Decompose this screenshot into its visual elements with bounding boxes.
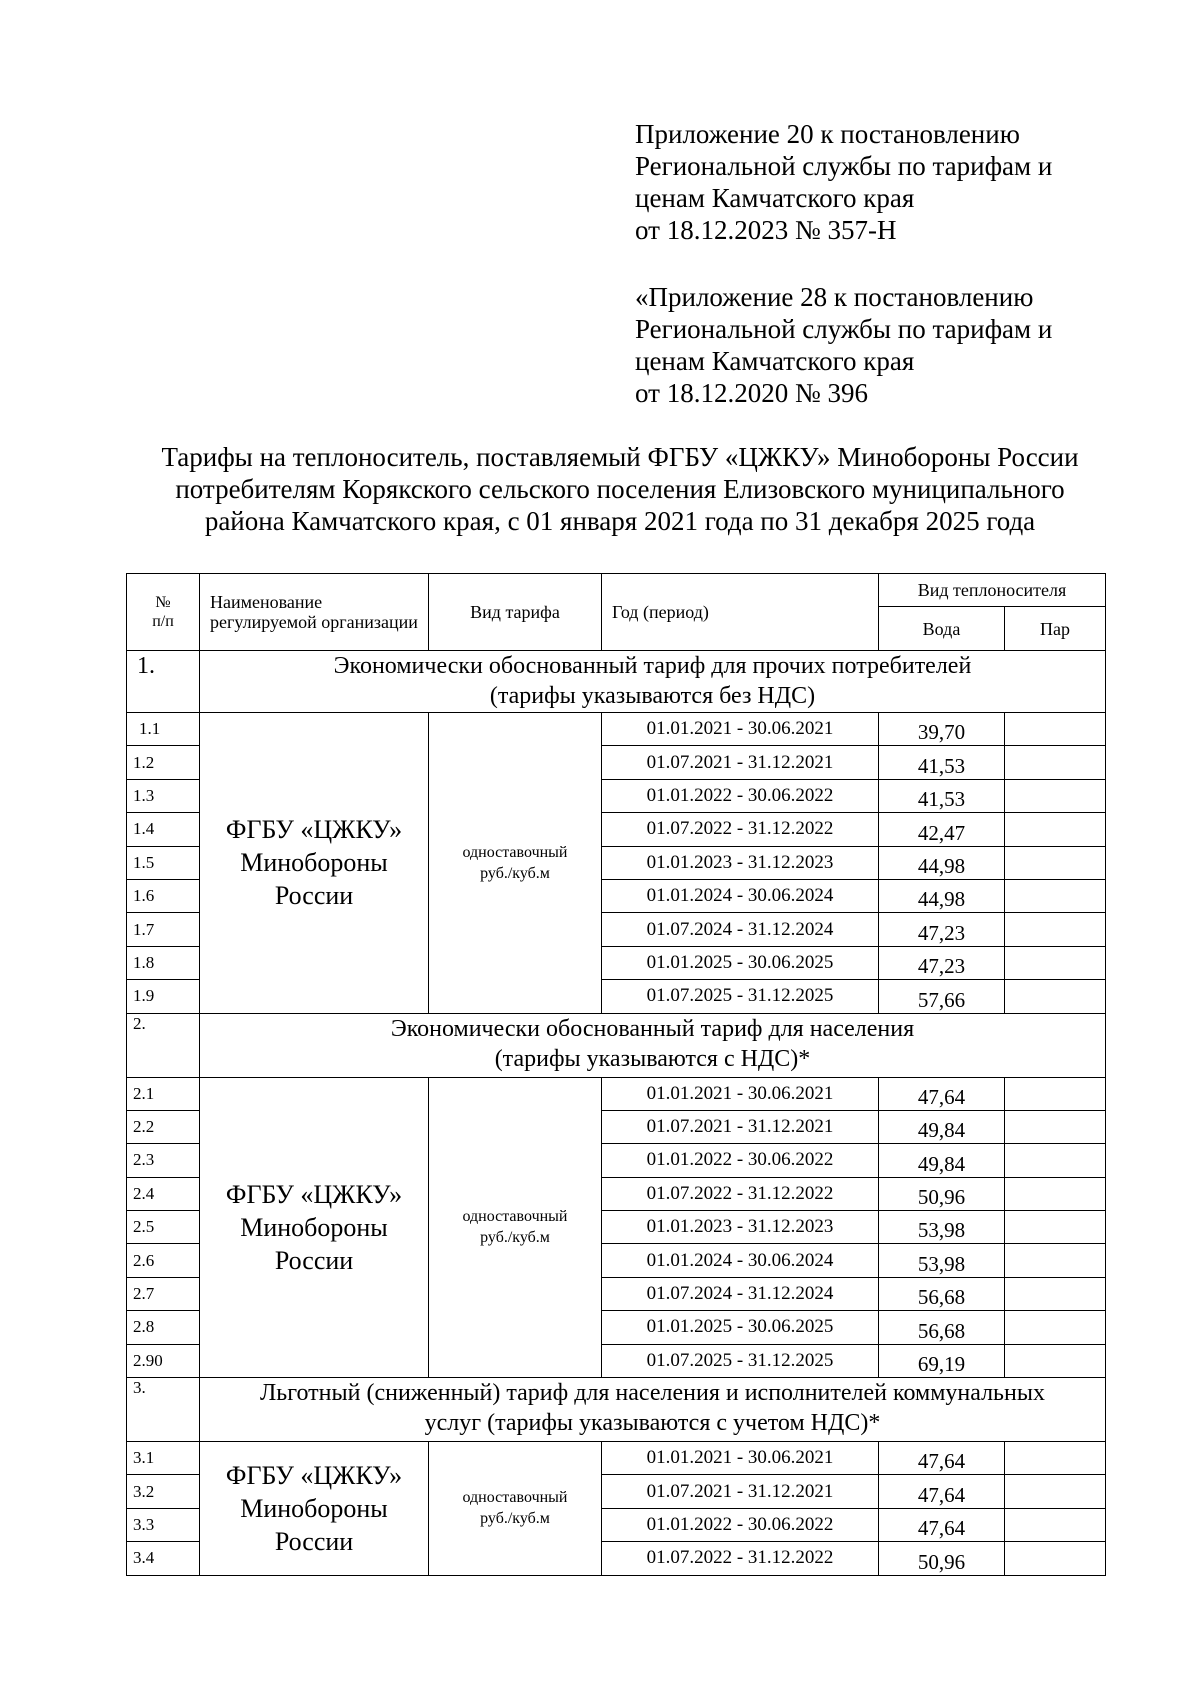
steam-tariff-value	[1005, 713, 1106, 746]
section-number: 3.	[127, 1378, 200, 1442]
appendix-line: Региональной службы по тарифам и	[635, 151, 1053, 181]
row-number: 3.2	[127, 1475, 200, 1508]
water-tariff-value: 47,23	[879, 946, 1005, 979]
section-number: 1.	[127, 651, 200, 713]
organization-name-line: Минобороны	[240, 1493, 388, 1523]
period-cell: 01.07.2022 - 31.12.2022	[602, 1177, 879, 1210]
row-number: 2.7	[127, 1277, 200, 1310]
water-tariff-value: 41,53	[879, 746, 1005, 779]
header-tariff-kind: Вид тарифа	[429, 574, 602, 651]
table-row	[127, 1077, 1106, 1110]
header-row	[127, 574, 1106, 607]
row-number: 1.1	[127, 713, 200, 746]
water-tariff-value: 39,70	[879, 713, 1005, 746]
organization-name	[200, 713, 429, 1014]
organization-name-line: ФГБУ «ЦЖКУ»	[225, 815, 403, 845]
section-title-line: Льготный (сниженный) тариф для населения и исполнителей коммунальных	[260, 1380, 1045, 1407]
row-number: 2.6	[127, 1244, 200, 1277]
section-title	[200, 651, 1106, 713]
water-tariff-value: 49,84	[879, 1110, 1005, 1143]
row-number: 2.1	[127, 1077, 200, 1110]
row-number: 1.3	[127, 779, 200, 812]
section-header-row	[127, 1013, 1106, 1077]
row-number: 3.3	[127, 1508, 200, 1541]
steam-tariff-value	[1005, 1244, 1106, 1277]
tariff-kind-line: руб./куб.м	[480, 1510, 550, 1528]
row-number: 2.5	[127, 1211, 200, 1244]
steam-tariff-value	[1005, 946, 1106, 979]
organization-name-line: России	[274, 881, 354, 911]
steam-tariff-value	[1005, 1077, 1106, 1110]
tariff-kind-line: руб./куб.м	[480, 864, 550, 882]
steam-tariff-value	[1005, 1475, 1106, 1508]
appendix-line: Приложение 20 к постановлению	[635, 119, 1020, 149]
period-cell: 01.07.2021 - 31.12.2021	[602, 1110, 879, 1143]
water-tariff-value: 47,64	[879, 1508, 1005, 1541]
steam-tariff-value	[1005, 1177, 1106, 1210]
water-tariff-value: 47,64	[879, 1077, 1005, 1110]
tariff-kind-line: руб./куб.м	[480, 1229, 550, 1247]
appendix-line: ценам Камчатского края	[635, 183, 915, 213]
row-number: 1.8	[127, 946, 200, 979]
header-steam: Пар	[1005, 607, 1106, 651]
tariff-kind-line: одноставочный	[462, 1208, 568, 1226]
water-tariff-value: 50,96	[879, 1177, 1005, 1210]
appendix-line: от 18.12.2023 № 357-Н	[635, 215, 897, 245]
period-cell: 01.01.2024 - 30.06.2024	[602, 879, 879, 912]
steam-tariff-value	[1005, 1144, 1106, 1177]
header-water: Вода	[879, 607, 1005, 651]
appendix-line: от 18.12.2020 № 396	[635, 378, 868, 408]
title-line: Тарифы на теплоноситель, поставляемый ФГБУ «ЦЖКУ» Минобороны России	[161, 442, 1079, 472]
period-cell: 01.07.2025 - 31.12.2025	[602, 980, 879, 1013]
appendix-line: ценам Камчатского края	[635, 346, 915, 376]
organization-name	[200, 1442, 429, 1576]
section-header-row	[127, 1378, 1106, 1442]
water-tariff-value: 53,98	[879, 1211, 1005, 1244]
water-tariff-value: 57,66	[879, 980, 1005, 1013]
row-number: 1.6	[127, 879, 200, 912]
row-number: 1.4	[127, 813, 200, 846]
period-cell: 01.01.2021 - 30.06.2021	[602, 713, 879, 746]
header-carrier: Вид теплоносителя	[879, 574, 1106, 607]
steam-tariff-value	[1005, 1311, 1106, 1344]
row-number: 1.2	[127, 746, 200, 779]
tariff-kind-line: одноставочный	[462, 1489, 568, 1507]
organization-name	[200, 1077, 429, 1378]
organization-name-line: Минобороны	[240, 1212, 388, 1242]
water-tariff-value: 41,53	[879, 779, 1005, 812]
steam-tariff-value	[1005, 1344, 1106, 1377]
period-cell: 01.01.2022 - 30.06.2022	[602, 779, 879, 812]
section-title-line: Экономически обоснованный тариф для населения	[390, 1015, 915, 1042]
period-cell: 01.07.2021 - 31.12.2021	[602, 746, 879, 779]
period-cell: 01.07.2022 - 31.12.2022	[602, 1542, 879, 1575]
steam-tariff-value	[1005, 1542, 1106, 1575]
water-tariff-value: 47,64	[879, 1442, 1005, 1475]
period-cell: 01.07.2022 - 31.12.2022	[602, 813, 879, 846]
steam-tariff-value	[1005, 846, 1106, 879]
section-title-line: (тарифы указываются без НДС)	[489, 683, 816, 709]
water-tariff-value: 69,19	[879, 1344, 1005, 1377]
period-cell: 01.01.2022 - 30.06.2022	[602, 1508, 879, 1541]
period-cell: 01.01.2021 - 30.06.2021	[602, 1077, 879, 1110]
row-number: 2.90	[127, 1344, 200, 1377]
row-number: 2.3	[127, 1144, 200, 1177]
section-title	[200, 1013, 1106, 1077]
tariff-table-body	[127, 574, 1106, 1576]
row-number: 2.4	[127, 1177, 200, 1210]
water-tariff-value: 49,84	[879, 1144, 1005, 1177]
row-number: 1.7	[127, 913, 200, 946]
organization-name-line: ФГБУ «ЦЖКУ»	[225, 1179, 403, 1209]
water-tariff-value: 47,23	[879, 913, 1005, 946]
period-cell: 01.07.2024 - 31.12.2024	[602, 913, 879, 946]
tariff-kind	[429, 1442, 602, 1576]
period-cell: 01.07.2021 - 31.12.2021	[602, 1475, 879, 1508]
water-tariff-value: 53,98	[879, 1244, 1005, 1277]
period-cell: 01.07.2024 - 31.12.2024	[602, 1277, 879, 1310]
appendix-line: Региональной службы по тарифам и	[635, 314, 1053, 344]
table-row	[127, 713, 1106, 746]
table-row	[127, 1442, 1106, 1475]
water-tariff-value: 44,98	[879, 846, 1005, 879]
appendix-reference-current	[635, 118, 1155, 246]
period-cell: 01.07.2025 - 31.12.2025	[602, 1344, 879, 1377]
appendix-line: «Приложение 28 к постановлению	[635, 282, 1034, 312]
water-tariff-value: 56,68	[879, 1277, 1005, 1310]
water-tariff-value: 47,64	[879, 1475, 1005, 1508]
row-number: 1.9	[127, 980, 200, 1013]
title-line: потребителям Корякского сельского поселения Елизовского муниципального	[175, 474, 1065, 504]
appendix-reference-original	[635, 281, 1155, 409]
steam-tariff-value	[1005, 746, 1106, 779]
organization-name-line: России	[274, 1526, 354, 1556]
section-title-line: Экономически обоснованный тариф для прочих потребителей	[333, 653, 972, 679]
steam-tariff-value	[1005, 1110, 1106, 1143]
tariff-kind	[429, 713, 602, 1014]
section-title-line: услуг (тарифы указываются с учетом НДС)*	[424, 1410, 881, 1437]
section-title	[200, 1378, 1106, 1442]
section-number: 2.	[127, 1013, 200, 1077]
header-num-line2: п/п	[152, 613, 174, 630]
row-number: 3.1	[127, 1442, 200, 1475]
section-title-line: (тарифы указываются с НДС)*	[494, 1045, 811, 1072]
steam-tariff-value	[1005, 1211, 1106, 1244]
header-num-line1: №	[155, 594, 171, 611]
period-cell: 01.01.2024 - 30.06.2024	[602, 1244, 879, 1277]
organization-name-line: Минобороны	[240, 848, 388, 878]
title-line: района Камчатского края, с 01 января 2021 года по 31 декабря 2025 года	[204, 506, 1036, 536]
steam-tariff-value	[1005, 813, 1106, 846]
organization-name-line: ФГБУ «ЦЖКУ»	[225, 1460, 403, 1490]
period-cell: 01.01.2022 - 30.06.2022	[602, 1144, 879, 1177]
water-tariff-value: 50,96	[879, 1542, 1005, 1575]
header-num	[127, 574, 200, 651]
tariff-table	[126, 573, 1106, 1576]
period-cell: 01.01.2021 - 30.06.2021	[602, 1442, 879, 1475]
tariff-kind	[429, 1077, 602, 1378]
period-cell: 01.01.2025 - 30.06.2025	[602, 1311, 879, 1344]
document-title	[125, 441, 1115, 537]
steam-tariff-value	[1005, 879, 1106, 912]
steam-tariff-value	[1005, 913, 1106, 946]
row-number: 3.4	[127, 1542, 200, 1575]
header-period: Год (период)	[602, 574, 879, 651]
steam-tariff-value	[1005, 1508, 1106, 1541]
water-tariff-value: 44,98	[879, 879, 1005, 912]
steam-tariff-value	[1005, 980, 1106, 1013]
row-number: 2.2	[127, 1110, 200, 1143]
header-org: Наименование регулируемой организации	[200, 574, 429, 651]
section-header-row	[127, 651, 1106, 713]
row-number: 2.8	[127, 1311, 200, 1344]
steam-tariff-value	[1005, 779, 1106, 812]
steam-tariff-value	[1005, 1442, 1106, 1475]
steam-tariff-value	[1005, 1277, 1106, 1310]
row-number: 1.5	[127, 846, 200, 879]
water-tariff-value: 56,68	[879, 1311, 1005, 1344]
period-cell: 01.01.2023 - 31.12.2023	[602, 1211, 879, 1244]
tariff-kind-line: одноставочный	[462, 843, 568, 861]
period-cell: 01.01.2023 - 31.12.2023	[602, 846, 879, 879]
period-cell: 01.01.2025 - 30.06.2025	[602, 946, 879, 979]
water-tariff-value: 42,47	[879, 813, 1005, 846]
organization-name-line: России	[274, 1245, 354, 1275]
